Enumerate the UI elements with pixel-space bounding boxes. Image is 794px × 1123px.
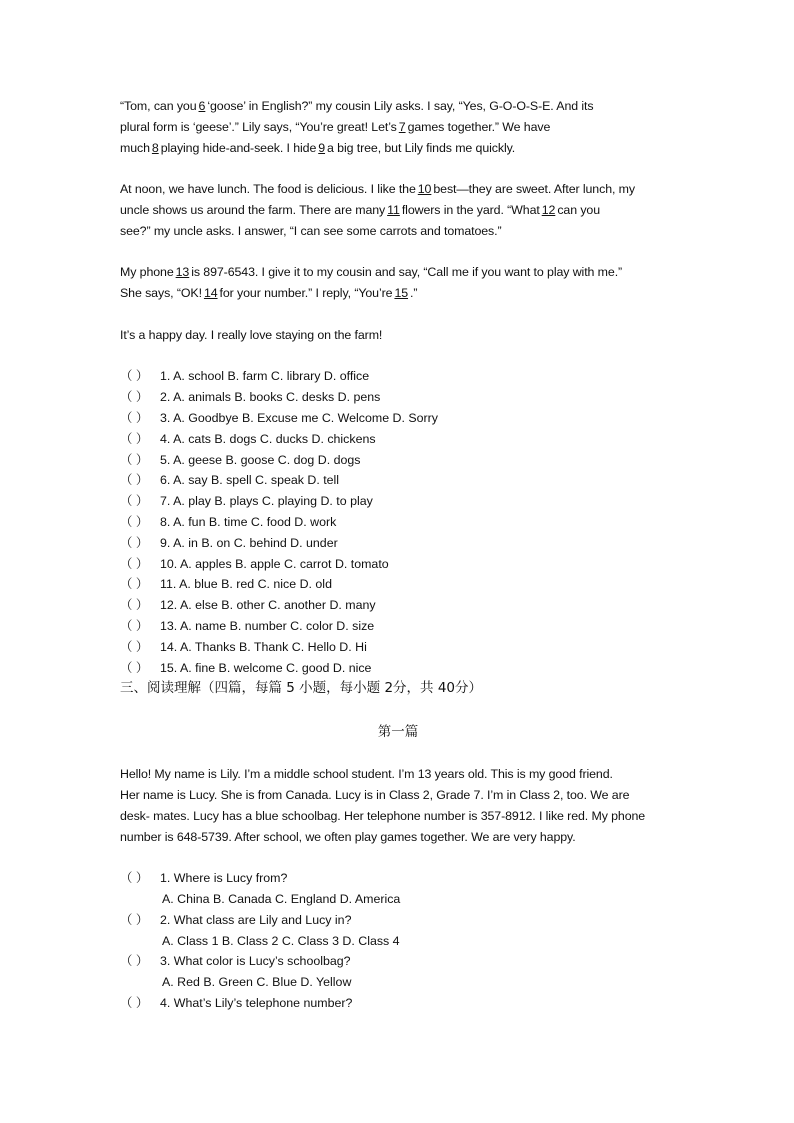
cloze-question (120, 533, 676, 554)
blank-7: 7 (398, 119, 406, 134)
text: is 897-6543. I give it to my cousin and say, “Call me if you want to play with me.” (191, 265, 623, 280)
reading-question (120, 910, 676, 931)
answer-paren[interactable]: （ ） (120, 410, 149, 425)
blank-14: 14 (203, 286, 218, 301)
question-text: 15. A. fine B. welcome C. good D. nice (160, 660, 372, 675)
blank-6: 6 (198, 99, 206, 113)
question-text: 6. A. say B. spell C. speak D. tell (160, 473, 340, 488)
text: playing hide-and-seek. I hide (160, 140, 317, 155)
reading-question-list (120, 868, 676, 1014)
passage-line: Hello! My name is Lily. I’m a middle school student. I’m 13 years old. This is my good friend. (120, 767, 613, 782)
blank-12: 12 (541, 202, 556, 217)
cloze-question (120, 595, 676, 616)
question-text: 13. A. name B. number C. color D. size (160, 618, 375, 633)
question-text: 1. Where is Lucy from? (160, 871, 288, 886)
answer-paren[interactable]: （ ） (120, 912, 149, 927)
question-text: 7. A. play B. plays C. playing D. to play (160, 494, 373, 509)
cloze-paragraph-1 (120, 96, 676, 158)
answer-paren[interactable]: （ ） (120, 871, 149, 886)
answer-paren[interactable]: （ ） (120, 494, 149, 509)
answer-paren[interactable]: （ ） (120, 473, 149, 488)
question-text: 5. A. geese B. goose C. dog D. dogs (160, 452, 361, 467)
section-heading: 三、阅读理解（四篇，每篇 5 小题，每小题 2分，共 40分） (120, 680, 483, 697)
cloze-question (120, 408, 676, 429)
blank-9: 9 (318, 140, 326, 155)
answer-paren[interactable]: （ ） (120, 996, 149, 1011)
question-options: A. Class 1 B. Class 2 C. Class 3 D. Class 4 (162, 933, 400, 948)
answer-paren[interactable]: （ ） (120, 954, 149, 969)
answer-paren[interactable]: （ ） (120, 660, 149, 675)
question-text: 8. A. fun B. time C. food D. work (160, 514, 337, 529)
text: She says, “OK! (120, 286, 202, 301)
question-text: 11. A. blue B. red C. nice D. old (160, 577, 332, 592)
cloze-question (120, 512, 676, 533)
blank-8: 8 (151, 140, 159, 155)
text: best—they are sweet. After lunch, my (433, 182, 635, 197)
cloze-question (120, 491, 676, 512)
text: .” (410, 286, 418, 301)
question-text: 10. A. apples B. apple C. carrot D. tomato (160, 556, 389, 571)
answer-paren[interactable]: （ ） (120, 369, 149, 384)
reading-passage (120, 764, 676, 847)
text: much (120, 140, 150, 155)
text: games together.” We have (407, 119, 551, 134)
question-text: 1. A. school B. farm C. library D. office (160, 369, 370, 384)
answer-paren[interactable]: （ ） (120, 431, 149, 446)
question-text: 9. A. in B. on C. behind D. under (160, 535, 338, 550)
cloze-question (120, 450, 676, 471)
text: can you (557, 202, 601, 217)
cloze-question (120, 470, 676, 491)
answer-paren[interactable]: （ ） (120, 577, 149, 592)
question-text: 12. A. else B. other C. another D. many (160, 598, 376, 613)
reading-question (120, 993, 676, 1014)
question-text: 14. A. Thanks B. Thank C. Hello D. Hi (160, 639, 367, 654)
cloze-question (120, 574, 676, 595)
reading-question (120, 951, 676, 972)
cloze-question (120, 658, 676, 679)
passage-title: 第一篇 (377, 724, 419, 741)
answer-paren[interactable]: （ ） (120, 556, 149, 571)
answer-paren[interactable]: （ ） (120, 514, 149, 529)
text: My phone (120, 265, 174, 280)
question-text: 3. What color is Lucy’s schoolbag? (160, 954, 351, 969)
text: for your number.” I reply, “You’re (219, 286, 393, 301)
blank-11: 11 (387, 202, 400, 217)
question-options: A. Red B. Green C. Blue D. Yellow (162, 975, 352, 990)
question-text: 3. A. Goodbye B. Excuse me C. Welcome D. Sorry (160, 410, 438, 425)
cloze-question (120, 554, 676, 575)
answer-paren[interactable]: （ ） (120, 452, 149, 467)
cloze-question (120, 387, 676, 408)
text: see?” my uncle asks. I answer, “I can see some carrots and tomatoes.” (120, 223, 502, 238)
answer-paren[interactable]: （ ） (120, 639, 149, 654)
document-page (120, 96, 676, 1014)
answer-paren[interactable]: （ ） (120, 618, 149, 633)
cloze-question (120, 616, 676, 637)
answer-paren[interactable]: （ ） (120, 390, 149, 405)
cloze-paragraph-3 (120, 262, 676, 304)
passage-line: Her name is Lucy. She is from Canada. Lucy is in Class 2, Grade 7. I’m in Class 2, too. We are (120, 788, 630, 803)
text: a big tree, but Lily finds me quickly. (327, 140, 516, 155)
cloze-paragraph-2 (120, 179, 676, 241)
question-options: A. China B. Canada C. England D. America (162, 892, 401, 907)
passage-line: number is 648-5739. After school, we often play games together. We are very happy. (120, 829, 576, 844)
cloze-question (120, 429, 676, 450)
question-text: 2. What class are Lily and Lucy in? (160, 912, 352, 927)
text: ‘goose’ in English?” my cousin Lily asks. I say, “Yes, G-O-O-S-E. And its (207, 99, 594, 113)
question-text: 2. A. animals B. books C. desks D. pens (160, 390, 381, 405)
cloze-question (120, 637, 676, 658)
reading-question (120, 868, 676, 889)
question-text: 4. A. cats B. dogs C. ducks D. chickens (160, 431, 376, 446)
text: plural form is ‘geese’.” Lily says, “You’re great! Let’s (120, 119, 397, 134)
text: “Tom, can you (120, 99, 197, 113)
question-text: 4. What’s Lily’s telephone number? (160, 996, 353, 1011)
cloze-question-list (120, 366, 676, 678)
passage-line: desk- mates. Lucy has a blue schoolbag. Her telephone number is 357-8912. I like red. My phone (120, 808, 646, 823)
blank-10: 10 (417, 182, 432, 197)
cloze-paragraph-4: It’s a happy day. I really love staying on the farm! (120, 327, 383, 342)
text: At noon, we have lunch. The food is delicious. I like the (120, 182, 416, 197)
answer-paren[interactable]: （ ） (120, 535, 149, 550)
text: uncle shows us around the farm. There are many (120, 202, 386, 217)
cloze-question (120, 366, 676, 387)
answer-paren[interactable]: （ ） (120, 598, 149, 613)
blank-15: 15 (394, 286, 409, 301)
text: flowers in the yard. “What (401, 202, 540, 217)
blank-13: 13 (175, 265, 190, 280)
